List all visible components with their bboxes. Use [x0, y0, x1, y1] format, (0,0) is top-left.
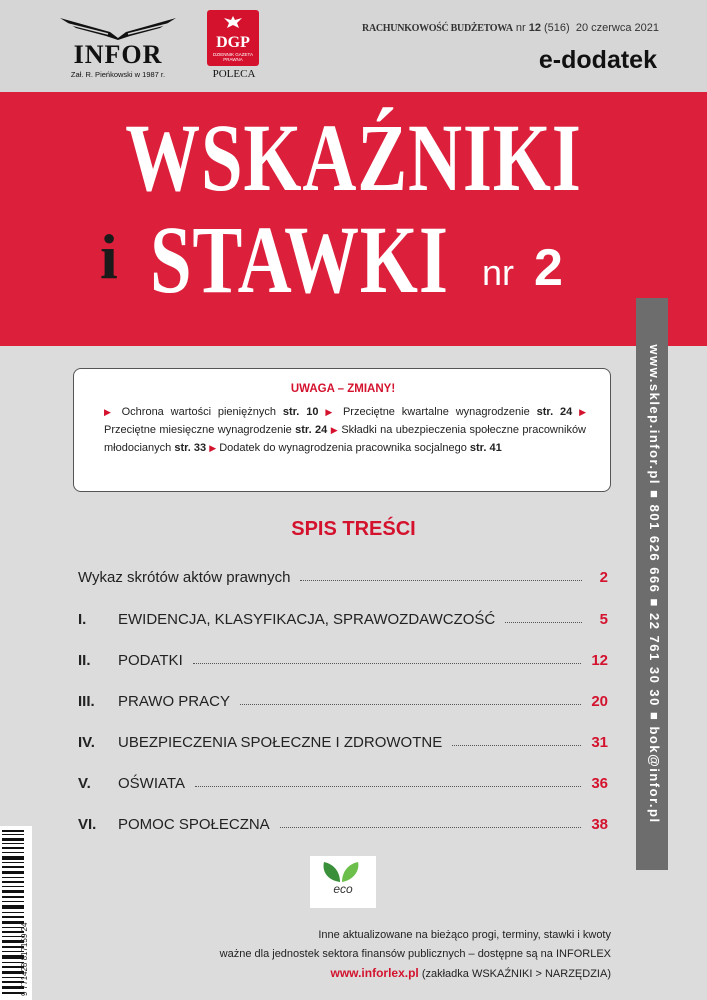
notice-page: str. 10	[282, 406, 319, 418]
toc-label: Wykaz skrótów aktów prawnych	[78, 569, 291, 586]
toc-num: I.	[78, 611, 87, 628]
notice-page: str. 33	[174, 442, 207, 454]
notice-item: Przeciętne kwartalne wynagrodzenie	[342, 406, 530, 418]
footer-line-3	[191, 964, 611, 984]
toc-num: II.	[78, 652, 91, 669]
toc-entry[interactable]	[78, 772, 608, 792]
toc-title: SPIS TREŚCI	[291, 518, 416, 540]
notice-item: Dodatek do wynagrodzenia pracownika socjalnego	[219, 442, 467, 454]
notice-body	[104, 403, 586, 457]
infor-logo	[48, 14, 188, 84]
dgp-subtitle: DZIENNIK GAZETA PRAWNA	[213, 52, 253, 62]
notice-item: Ochrona wartości pieniężnych	[121, 406, 276, 418]
title-line-2: STAWKI	[150, 206, 449, 313]
arrow-icon: ▶	[104, 407, 115, 417]
arrow-icon: ▶	[325, 407, 337, 417]
title-nr-label: nr	[482, 252, 515, 293]
toc-leader	[240, 704, 581, 705]
toc-num: VI.	[78, 816, 97, 833]
toc-page: 20	[591, 693, 608, 710]
contact-text: www.sklep.infor.pl ■ 801 626 666 ■ 22 761 30 30 ■ bok@infor.pl	[647, 344, 662, 824]
issue-date: 20 czerwca 2021	[575, 22, 659, 34]
toc-leader	[193, 663, 582, 664]
toc-entry[interactable]	[78, 690, 608, 710]
toc-label: OŚWIATA	[118, 775, 185, 792]
dgp-logo	[205, 10, 259, 82]
dgp-wordmark: DGP	[216, 34, 250, 51]
arrow-icon: ▶	[209, 443, 217, 453]
inforlex-link[interactable]: www.inforlex.pl	[330, 966, 419, 980]
toc-entry[interactable]	[78, 813, 608, 833]
barcode-number: 9 771428 817159 24	[20, 922, 29, 996]
toc-leader	[505, 622, 582, 623]
dgp-badge	[207, 10, 259, 66]
notice-item: Składki na ubezpieczenia społeczne pracowników młodocianych	[104, 424, 586, 454]
notice-title: UWAGA – ZMIANY!	[290, 383, 396, 395]
toc-page: 2	[599, 569, 608, 586]
footer-info	[191, 926, 611, 984]
changes-notice	[73, 368, 611, 492]
footer-line-2: ważne dla jednostek sektora finansów publicznych – dostępne są na INFORLEX	[219, 948, 611, 960]
footer-line-1: Inne aktualizowane na bieżąco progi, terminy, stawki i kwoty	[318, 929, 611, 941]
toc-label: UBEZPIECZENIA SPOŁECZNE I ZDROWOTNE	[118, 734, 443, 751]
footer-link-suffix: (zakładka WSKAŹNIKI > NARZĘDZIA)	[421, 968, 611, 980]
wings-icon	[60, 14, 176, 40]
eco-logo	[310, 856, 376, 908]
infor-subtitle: Zał. R. Pieńkowski w 1987 r.	[70, 70, 166, 79]
toc-entry[interactable]	[78, 566, 608, 586]
toc-page: 5	[599, 611, 608, 628]
notice-page: str. 24	[295, 424, 328, 436]
dgp-poleca: POLECA	[212, 68, 256, 80]
eco-label: eco	[333, 882, 353, 896]
issue-info	[362, 22, 659, 34]
eagle-icon	[223, 14, 243, 30]
toc-page: 36	[591, 775, 608, 792]
title-line-1: WSKAŹNIKI	[125, 104, 582, 211]
issue-prefix: nr	[515, 22, 526, 34]
toc-num: IV.	[78, 734, 95, 751]
toc-entry[interactable]	[78, 649, 608, 669]
issue-value: 12	[528, 22, 541, 34]
magazine-name: RACHUNKOWOŚĆ BUDŻETOWA	[362, 23, 513, 34]
issue-total: (516)	[544, 22, 570, 34]
title-conjunction: i	[100, 221, 118, 292]
notice-page: str. 24	[536, 406, 573, 418]
toc-label: POMOC SPOŁECZNA	[118, 816, 270, 833]
toc-entry[interactable]	[78, 731, 608, 751]
notice-page: str. 41	[469, 442, 502, 454]
toc-label: EWIDENCJA, KLASYFIKACJA, SPRAWOZDAWCZOŚĆ	[118, 611, 496, 628]
infor-wordmark: INFOR	[73, 40, 163, 69]
toc-entry[interactable]	[78, 608, 608, 628]
toc-label: PODATKI	[118, 652, 183, 669]
toc-label: PRAWO PRACY	[118, 693, 230, 710]
leaf-icon	[320, 860, 362, 884]
toc-page: 31	[591, 734, 608, 751]
notice-item: Przeciętne miesięczne wynagrodzenie	[104, 424, 292, 436]
supplement-label: e-dodatek	[538, 46, 657, 74]
issue-number	[516, 22, 570, 34]
toc-leader	[300, 580, 582, 581]
arrow-icon: ▶	[579, 407, 587, 417]
toc-num: III.	[78, 693, 95, 710]
toc-leader	[195, 786, 581, 787]
toc-page: 38	[591, 816, 608, 833]
arrow-icon: ▶	[330, 425, 338, 435]
toc-leader	[452, 745, 581, 746]
title-nr-value: 2	[534, 239, 563, 297]
toc-leader	[280, 827, 582, 828]
toc-page: 12	[591, 652, 608, 669]
toc-num: V.	[78, 775, 91, 792]
